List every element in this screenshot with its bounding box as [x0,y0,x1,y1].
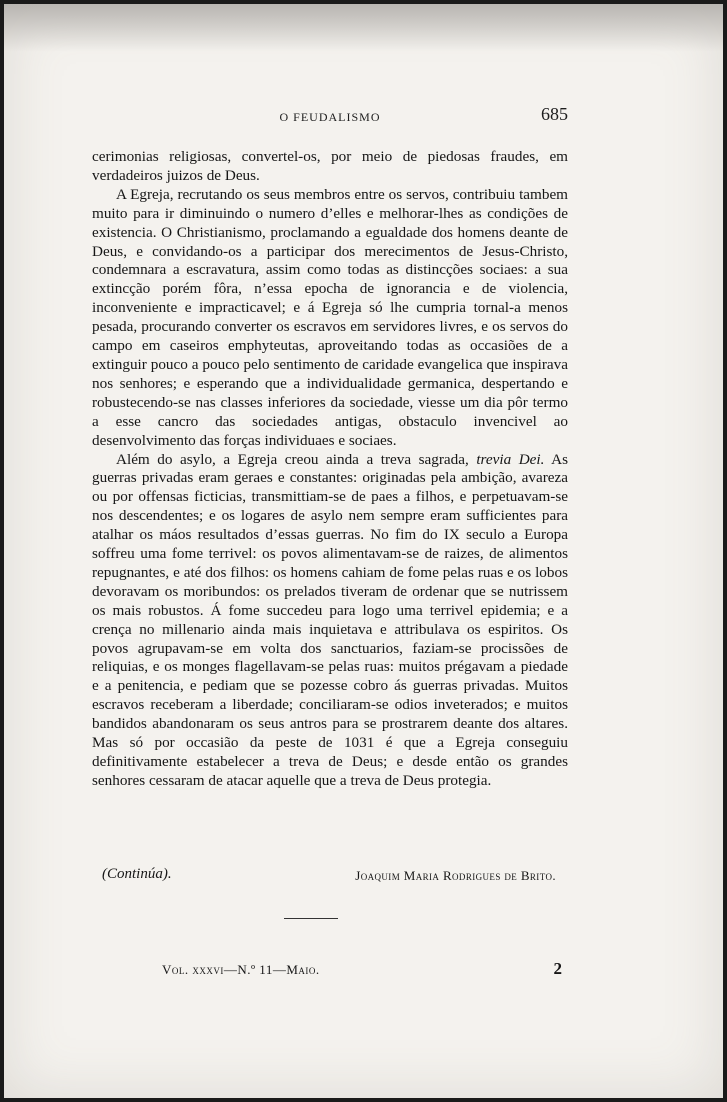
volume-line: Vol. xxxvi—N.º 11—Maio. [162,962,320,977]
paragraph-1: cerimonias religiosas, convertel-os, por meio de piedosas fraudes, em verdadeiros juizos de Deus. [92,148,568,184]
article-body [92,148,568,791]
signature-mark: 2 [553,959,562,978]
author-name: Joaquim Maria Rodrigues de Brito. [355,868,556,883]
paragraph-3-text-after: As guerras privadas eram geraes e constantes: originadas pela ambição, avareza ou por offensas ficticias, transmittiam-se de paes a filhos, e perpetuavam-se nos descendentes; e os logares de asylo nem sempre eram sufficientes para atalhar os máos resultados d’essas guerras. No fim do IX seculo a Europa soffreu uma fome terrivel: os povos alimentavam-se de raizes, de alimentos repugnantes, e até dos filhos: os homens cahiam de fome pelas ruas e os lobos devoravam os moribundos: os prelados tiveram de ordenar que se nutrissem os mais robustos. Á fome succedeu para logo uma terrivel epidemia; e a crença no millenario ainda mais inquietava e attribulava os espiritos. Os povos agrupavam-se em volta dos sanctuarios, faziam-se procissões de reliquias, e os monges flagellavam-se pelas ruas: muitos prégavam a piedade e a penitencia, e pediam que se pozesse cobro ás guerras privadas. Muitos escravos receberam a liberdade; conciliaram-se odios inveterados; e muitos bandidos abandonaram os seus antros para se prostrarem deante dos altares. Mas só por occasião da peste de 1031 é que a Egreja conseguiu definitivamente estabelecer a treva de Deus; e desde então os grandes senhores cessaram de atacar aquelle que a treva de Deus protegia. [92,450,569,789]
page-header [92,104,568,128]
paragraph-2: A Egreja, recrutando os seus membros entre os servos, contribuiu tambem muito para ir diminuindo o numero d’elles e melhorar-lhes as condições de existencia. O Christianismo, proclamando a egualdade dos homens deante de Deus, e convidando-os a participar dos merecimentos de Jesus-Christo, condemnara a escravatura, assim como todas as distincções sociaes: a sua extincção porém fôra, n’essa epocha de ignorancia e de violencia, inconveniente e impracticavel; e á Egreja só lhe cumpria tornal-a menos pesada, procurando converter os escravos em servidores livres, e os servos do campo em caseiros emphyteutas, aproveitando todas as occasiões de a extinguir pouco a pouco pelo sentimento de caridade evangelica que inspirava nos senhores; e esperando que a individualidade germanica, despertando e robustecendo-se nas classes inferiores da sociedade, viesse um dia pôr termo a esse cancro das sociedades antigas, obstaculo invencivel ao desenvolvimento das forças individuaes e sociaes. [92,185,568,449]
running-head: O FEUDALISMO [279,110,381,124]
page-number: 685 [541,104,568,124]
book-page [4,4,723,1098]
separator-rule [284,918,338,919]
page-footer [162,959,562,984]
paragraph-3 [92,451,568,791]
scan-shadow [4,4,723,52]
paragraph-3-emphasis: trevia Dei. [476,450,545,468]
continued-note: (Continúa). [102,866,172,882]
paragraph-3-text-before: Além do asylo, a Egreja creou ainda a treva sagrada, [116,450,477,468]
